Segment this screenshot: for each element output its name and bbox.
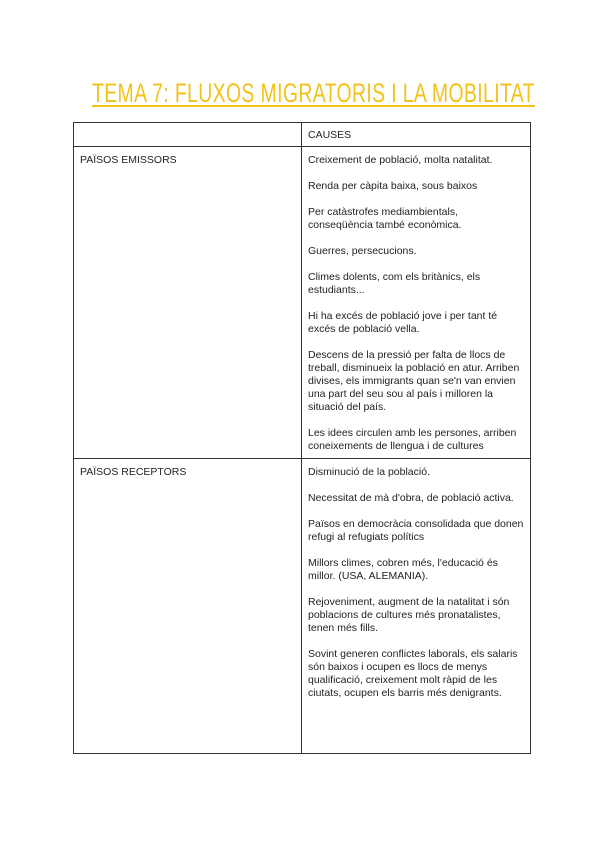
- row-label-cell: [74, 147, 302, 459]
- cause-item: Necessitat de mà d'obra, de població activa.: [308, 492, 514, 504]
- cause-item: Creixement de població, molta natalitat.: [308, 154, 493, 166]
- row-label-receptors: PAÏSOS RECEPTORS: [80, 466, 187, 478]
- cause-item: Rejoveniment, augment de la natalitat i són poblacions de cultures més pronatalistes, tenen més fills.: [308, 596, 510, 634]
- cause-item: Països en democràcia consolidada que donen refugi al refugiats polítics: [308, 518, 524, 543]
- header-cell-causes: [302, 123, 531, 147]
- cause-item: Hi ha excés de població jove i per tant té excés de població vella.: [308, 310, 498, 335]
- causes-table: [73, 122, 531, 754]
- row-label-emissors: PAÏSOS EMISSORS: [80, 154, 177, 166]
- cause-item: Per catàstrofes mediambientals, conseqüència també econòmica.: [308, 206, 462, 231]
- row-label-cell: [74, 459, 302, 754]
- cause-item: Climes dolents, com els britànics, els estudiants...: [308, 271, 481, 296]
- causes-header-label: CAUSES: [308, 129, 352, 141]
- cause-item: Millors climes, cobren més, l'educació és millor. (USA, ALEMANIA).: [308, 557, 498, 582]
- table-row: [74, 459, 531, 754]
- cause-item: Disminució de la població.: [308, 466, 430, 478]
- cause-item: Descens de la pressió per falta de llocs de treball, disminueix la població en atur. Arriben divises, els immigrants quan se'n van envien una part del seu sou al país i milloren la situació del país.: [308, 349, 520, 413]
- table-row: [74, 147, 531, 459]
- causes-cell: [302, 459, 531, 754]
- cause-item: Renda per càpita baixa, sous baixos: [308, 180, 478, 192]
- header-cell-empty: [74, 123, 302, 147]
- page-title: TEMA 7: FLUXOS MIGRATORIS I LA MOBILITAT: [92, 78, 535, 108]
- table-header-row: [74, 123, 531, 147]
- cause-item: Sovint generen conflictes laborals, els salaris són baixos i ocupen es llocs de menys qualificació, creixement molt ràpid de les ciutats, ocupen els barris més denigrants.: [308, 648, 518, 699]
- cause-item: Guerres, persecucions.: [308, 245, 417, 257]
- causes-cell: [302, 147, 531, 459]
- cause-item: Les idees circulen amb les persones, arriben coneixements de llengua i de cultures: [308, 427, 517, 452]
